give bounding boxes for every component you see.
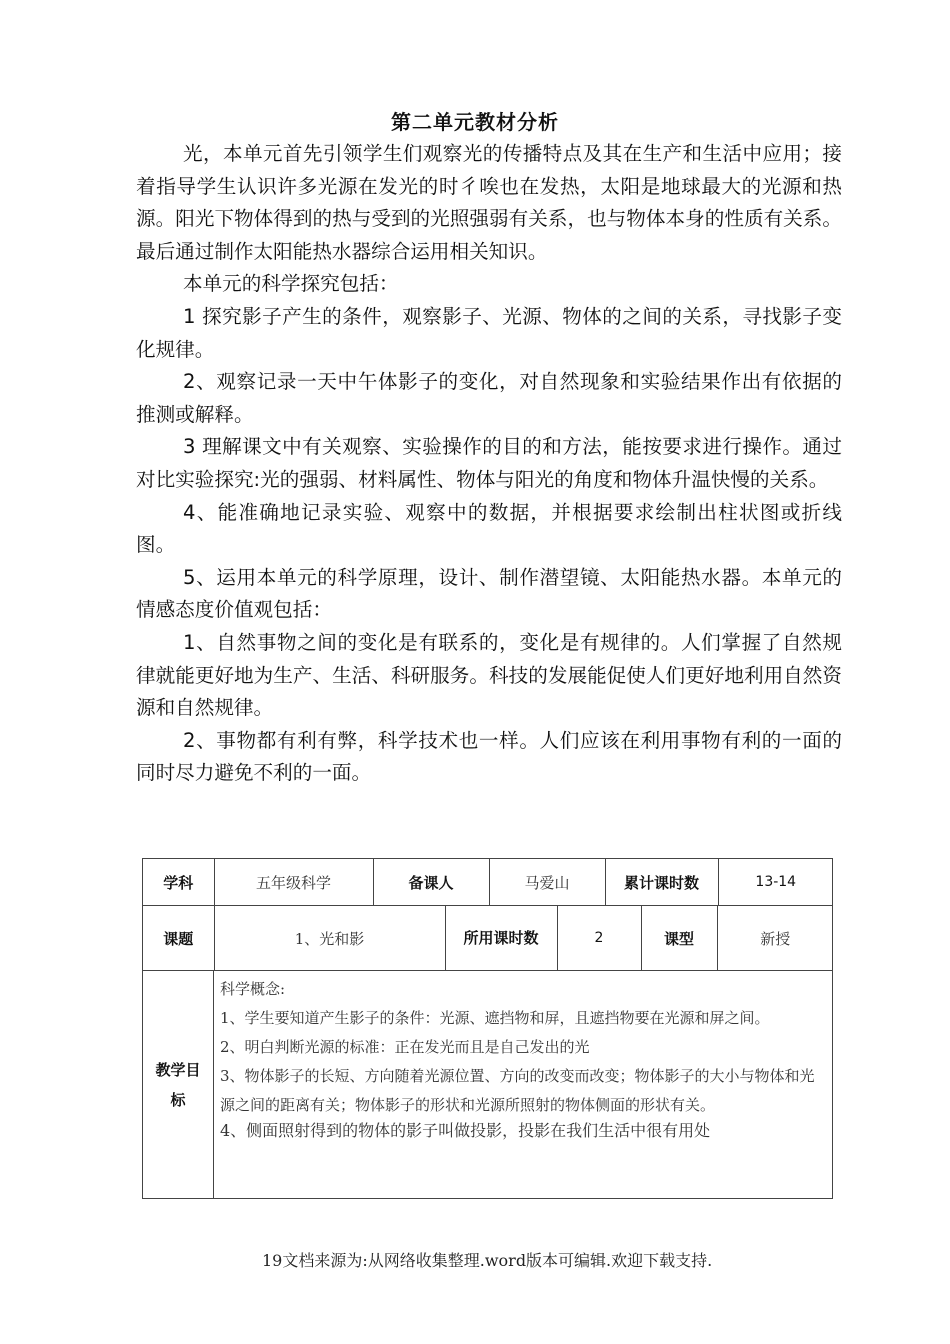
- goal-line: 3、物体影子的长短、方向随着光源位置、方向的改变而改变；物体影子的大小与物体和光源之间的距离有关；物体影子的形状和光源所照射的物体侧面的形状有关。: [220, 1067, 815, 1114]
- preparer-label: 备课人: [373, 859, 489, 905]
- table-row-2: [143, 906, 833, 971]
- teaching-goals: [214, 971, 833, 1199]
- lesson-type-value: 新授: [717, 906, 833, 970]
- paragraph: 1、自然事物之间的变化是有联系的，变化是有规律的。人们掌握了自然规律就能更好地为生产、生活、科研服务。科技的发展能促使人们更好地利用自然资源和自然规律。: [136, 630, 842, 720]
- unit-analysis-text: [136, 138, 842, 790]
- table-row-1: [143, 859, 833, 906]
- paragraph: 本单元的科学探究包括：: [183, 272, 399, 296]
- paragraph: 2、观察记录一天中午体影子的变化，对自然现象和实验结果作出有依据的推测或解释。: [136, 370, 842, 426]
- goal-line: 2、明白判断光源的标准：正在发光而且是自己发出的光: [220, 1038, 590, 1056]
- paragraph: 2、事物都有利有弊，科学技术也一样。人们应该在利用事物有利的一面的同时尽力避免不利的一面。: [136, 728, 842, 785]
- paragraph: 5、运用本单元的科学原理，设计、制作潜望镜、太阳能热水器。本单元的情感态度价值观包括：: [136, 565, 842, 622]
- preparer-value: 马爱山: [489, 859, 605, 905]
- lesson-type-label: 课型: [641, 906, 717, 970]
- table-row: [143, 859, 833, 906]
- lesson-plan-table: [142, 858, 833, 1199]
- goals-label: 教学目标: [143, 971, 214, 1199]
- goal-line: 科学概念:: [220, 980, 286, 998]
- used-hours-label: 所用课时数: [445, 906, 557, 970]
- goal-line: 4、侧面照射得到的物体的影子叫做投影，投影在我们生活中很有用处: [220, 1121, 711, 1140]
- hours-label: 累计课时数: [605, 859, 718, 905]
- paragraph: 4、能准确地记录实验、观察中的数据，并根据要求绘制出柱状图或折线图。: [136, 500, 842, 557]
- topic-value: 1、光和影: [214, 906, 445, 970]
- table-row: [143, 906, 833, 971]
- paragraph: 光，本单元首先引领学生们观察光的传播特点及其在生产和生活中应用；接着指导学生认识许多光源在发光的时彳唉也在发热，太阳是地球最大的光源和热源。阳光下物体得到的热与受到的光照强弱有关系，也与物体本身的性质有关系。最后通过制作太阳能热水器综合运用相关知识。: [136, 142, 842, 263]
- page-title: 第二单元教材分析: [391, 110, 559, 134]
- subject-value: 五年级科学: [214, 859, 373, 905]
- subject-label: 学科: [163, 873, 194, 892]
- table-row: [143, 971, 833, 1199]
- hours-value: 13-14: [718, 859, 833, 905]
- footer-note: 19文档来源为:从网络收集整理.word版本可编辑.欢迎下载支持.: [262, 1251, 713, 1270]
- used-hours-value: 2: [557, 906, 641, 970]
- paragraph: 3 理解课文中有关观察、实验操作的目的和方法，能按要求进行操作。通过对比实验探究:光的强弱、材料属性、物体与阳光的角度和物体升温快慢的关系。: [136, 435, 842, 491]
- topic-label: 课题: [163, 929, 194, 948]
- goal-line: 1、学生要知道产生影子的条件：光源、遮挡物和屏，且遮挡物要在光源和屏之间。: [220, 1009, 770, 1027]
- paragraph: 1 探究影子产生的条件，观察影子、光源、物体的之间的关系，寻找影子变化规律。: [136, 304, 842, 361]
